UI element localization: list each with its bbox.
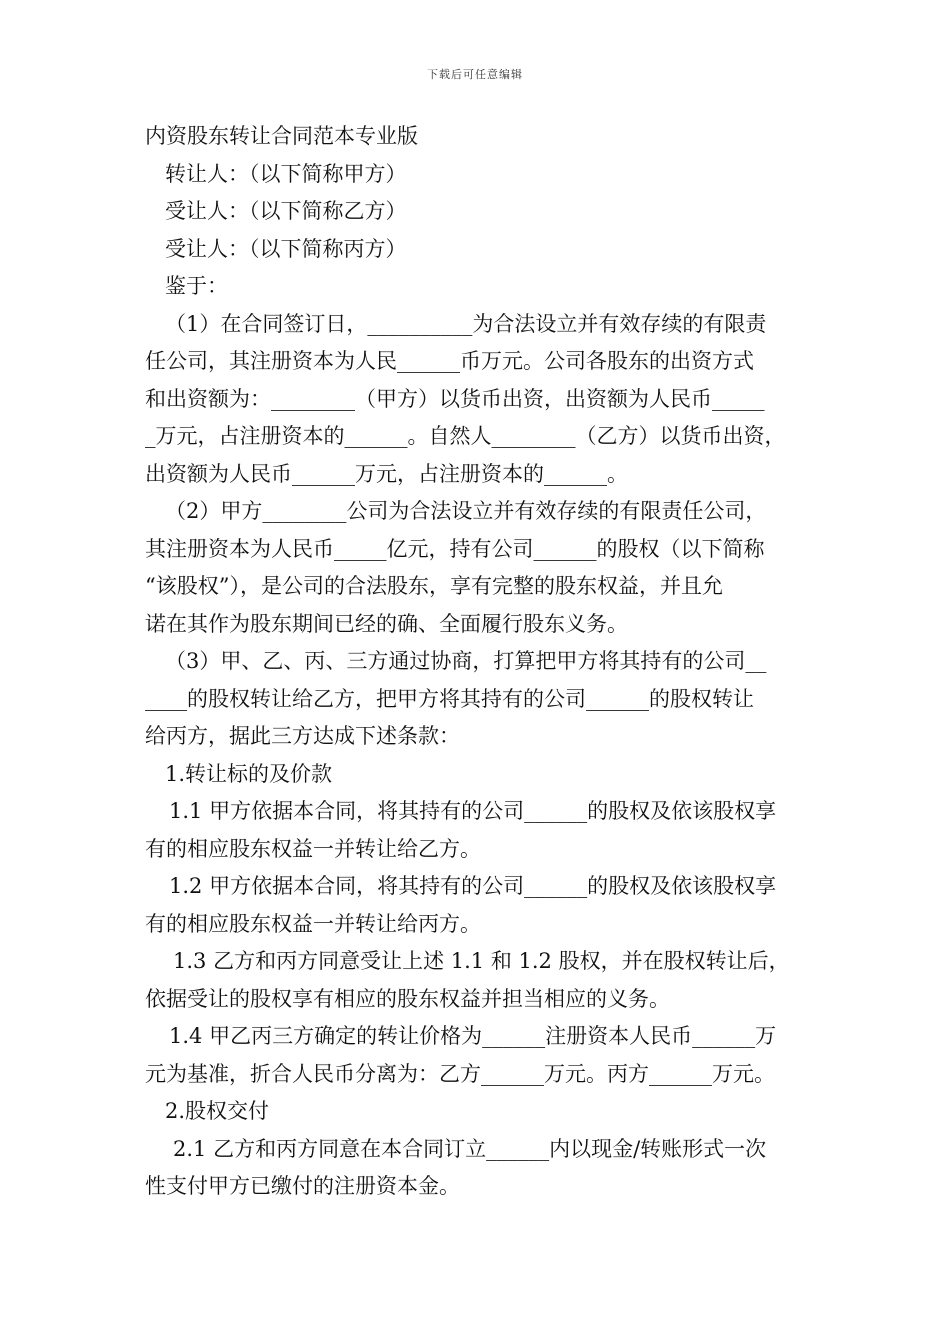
clause-line: 元为基准，折合人民币分离为：乙方______万元。丙方______万元。 <box>145 1061 775 1086</box>
paragraph-line: 其注册资本为人民币_____亿元，持有公司______的股权（以下简称 <box>145 536 765 561</box>
transferee-c-line: 受让人：（以下简称丙方） <box>165 236 407 261</box>
clause-line: 1.2 甲方依据本合同，将其持有的公司______的股权及依该股权享 <box>169 874 777 898</box>
whereas-heading: 鉴于： <box>165 274 228 298</box>
document-body <box>145 118 810 1206</box>
clause-line: 依据受让的股权享有相应的股东权益并担当相应的义务。 <box>145 986 670 1011</box>
clause-line: 有的相应股东权益一并转让给丙方。 <box>145 911 481 936</box>
clause-line: 1.1 甲方依据本合同，将其持有的公司______的股权及依该股权享 <box>169 799 777 823</box>
paragraph-line: ____的股权转让给乙方，把甲方将其持有的公司______的股权转让 <box>145 686 754 711</box>
paragraph-line: 诺在其作为股东期间已经的确、全面履行股东义务。 <box>145 611 628 636</box>
paragraph-line: “该股权”），是公司的合法股东，享有完整的股东权益，并且允 <box>145 574 723 598</box>
clause-line: 1.3 乙方和丙方同意受让上述 1.1 和 1.2 股权，并在股权转让后， <box>173 949 790 973</box>
paragraph-line: （2）甲方________公司为合法设立并有效存续的有限责任公司， <box>165 499 767 523</box>
header-note: 下载后可任意编辑 <box>427 68 523 81</box>
transferor-line: 转让人：（以下简称甲方） <box>165 161 407 186</box>
paragraph-line: 出资额为人民币______万元，占注册资本的______。 <box>145 461 628 486</box>
paragraph-line: （3）甲、乙、丙、三方通过协商，打算把甲方将其持有的公司__ <box>165 649 767 673</box>
paragraph-line: 给丙方，据此三方达成下述条款： <box>145 724 460 748</box>
clause-line: 1.4 甲乙丙三方确定的转让价格为______注册资本人民币______万 <box>169 1024 777 1048</box>
paragraph-line: 任公司，其注册资本为人民______币万元。公司各股东的出资方式 <box>145 349 754 373</box>
paragraph-line: （1）在合同签订日，__________为合法设立并有效存续的有限责 <box>165 311 767 336</box>
transferee-b-line: 受让人：（以下简称乙方） <box>165 199 407 223</box>
clause-line: 2.1 乙方和丙方同意在本合同订立______内以现金/转账形式一次 <box>173 1136 767 1161</box>
clause-line: 有的相应股东权益一并转让给乙方。 <box>145 836 481 861</box>
paragraph-line: 和出资额为：________（甲方）以货币出资，出资额为人民币_____ <box>145 386 765 411</box>
paragraph-line: _万元，占注册资本的______。自然人________（乙方）以货币出资， <box>145 424 786 448</box>
section-heading: 2.股权交付 <box>165 1099 270 1123</box>
section-heading: 1.转让标的及价款 <box>165 761 333 786</box>
document-title: 内资股东转让合同范本专业版 <box>145 124 418 148</box>
clause-line: 性支付甲方已缴付的注册资本金。 <box>145 1174 460 1198</box>
